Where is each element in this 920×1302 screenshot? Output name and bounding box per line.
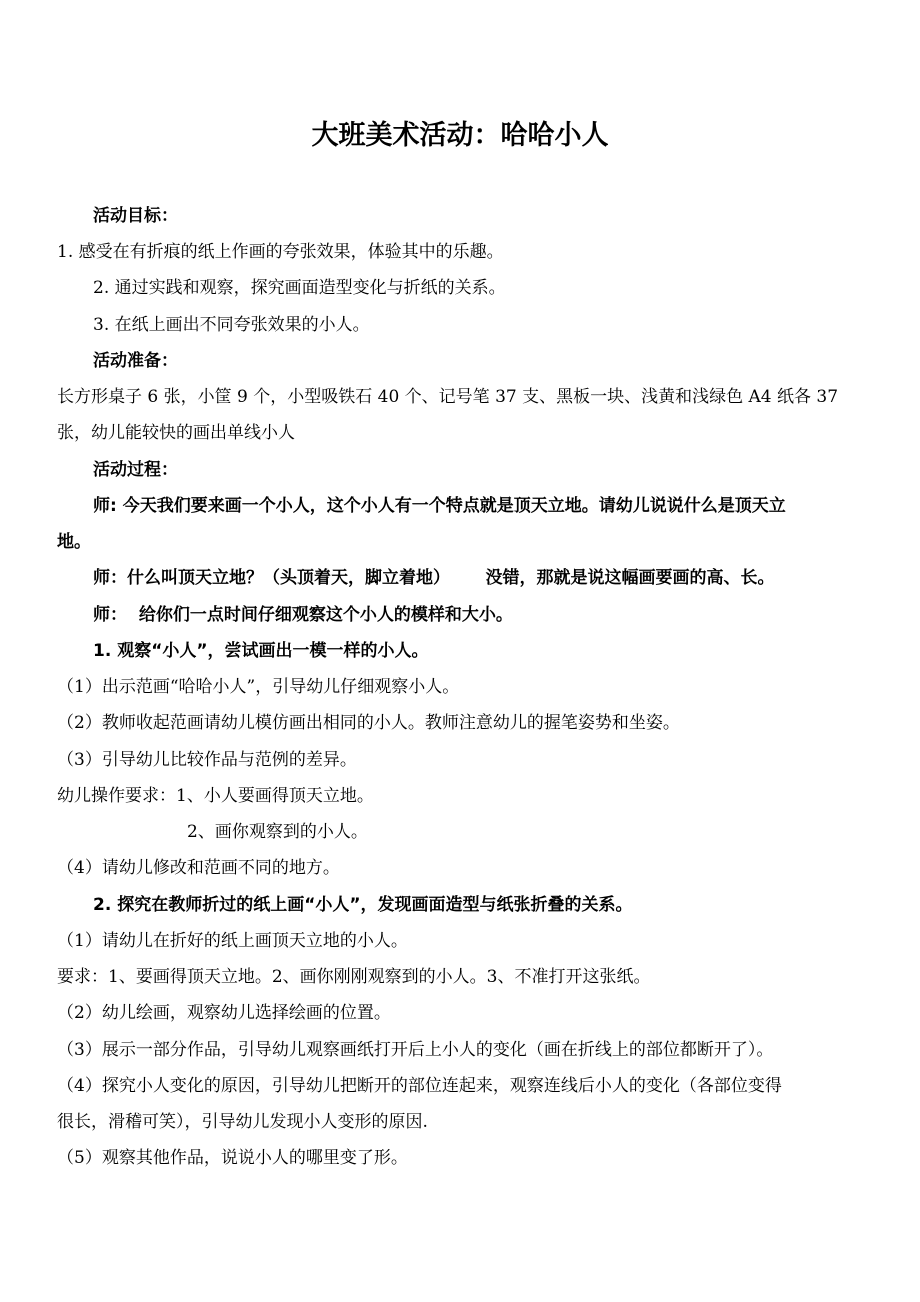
prep-heading: 活动准备： [93,351,178,371]
step2-heading: 2. 探究在教师折过的纸上画“小人”，发现画面造型与纸张折叠的关系。 [93,895,633,915]
step1-heading: 1. 观察“小人”，尝试画出一模一样的小人。 [93,641,429,661]
step2-item: （1）请幼儿在折好的纸上画顶天立地的小人。 [57,931,408,951]
step2-item: （3）展示一部分作品，引导幼儿观察画纸打开后上小人的变化（画在折线上的部位都断开了）。 [57,1040,774,1060]
step1-requirement: 幼儿操作要求：1、小人要画得顶天立地。 [57,786,374,806]
dialogue-line: 师: 今天我们要来画一个小人，这个小人有一个特点就是顶天立地。请幼儿说说什么是顶天立 [93,496,786,516]
dialogue-line: 师： 给你们一点时间仔细观察这个小人的模样和大小。 [93,605,513,625]
dialogue-line: 师：什么叫顶天立地？（头顶着天，脚立着地） 没错，那就是说这幅画要画的高、长。 [93,568,775,588]
step2-item: （4）探究小人变化的原因，引导幼儿把断开的部位连起来，观察连线后小人的变化（各部位变得 [57,1076,782,1096]
goals-heading: 活动目标： [93,206,178,226]
step1-item: （2）教师收起范画请幼儿模仿画出相同的小人。教师注意幼儿的握笔姿势和坐姿。 [57,713,680,733]
step2-item: 很长，滑稽可笑），引导幼儿发现小人变形的原因. [57,1112,428,1132]
dialogue-line: 地。 [57,532,91,552]
goal-item: 2. 通过实践和观察，探究画面造型变化与折纸的关系。 [93,278,506,298]
goal-item: 3. 在纸上画出不同夸张效果的小人。 [93,315,370,335]
goal-item: 1. 感受在有折痕的纸上作画的夸张效果，体验其中的乐趣。 [57,242,504,262]
prep-line: 长方形桌子 6 张，小筐 9 个，小型吸铁石 40 个、记号笔 37 支、黑板一块、浅黄和浅绿色 A4 纸各 37 [57,387,839,407]
process-heading: 活动过程： [93,460,178,480]
prep-line: 张，幼儿能较快的画出单线小人 [57,423,295,443]
step1-requirement: 2、画你观察到的小人。 [187,822,368,842]
document-title: 大班美术活动：哈哈小人 [311,120,609,151]
step2-item: （5）观察其他作品，说说小人的哪里变了形。 [57,1148,408,1168]
step2-item: （2）幼儿绘画，观察幼儿选择绘画的位置。 [57,1003,391,1023]
step1-item: （1）出示范画“哈哈小人”，引导幼儿仔细观察小人。 [57,677,460,697]
step1-item: （3）引导幼儿比较作品与范例的差异。 [57,750,357,770]
step1-item: （4）请幼儿修改和范画不同的地方。 [57,858,340,878]
step2-requirement: 要求：1、要画得顶天立地。2、画你刚刚观察到的小人。3、不准打开这张纸。 [57,967,651,987]
